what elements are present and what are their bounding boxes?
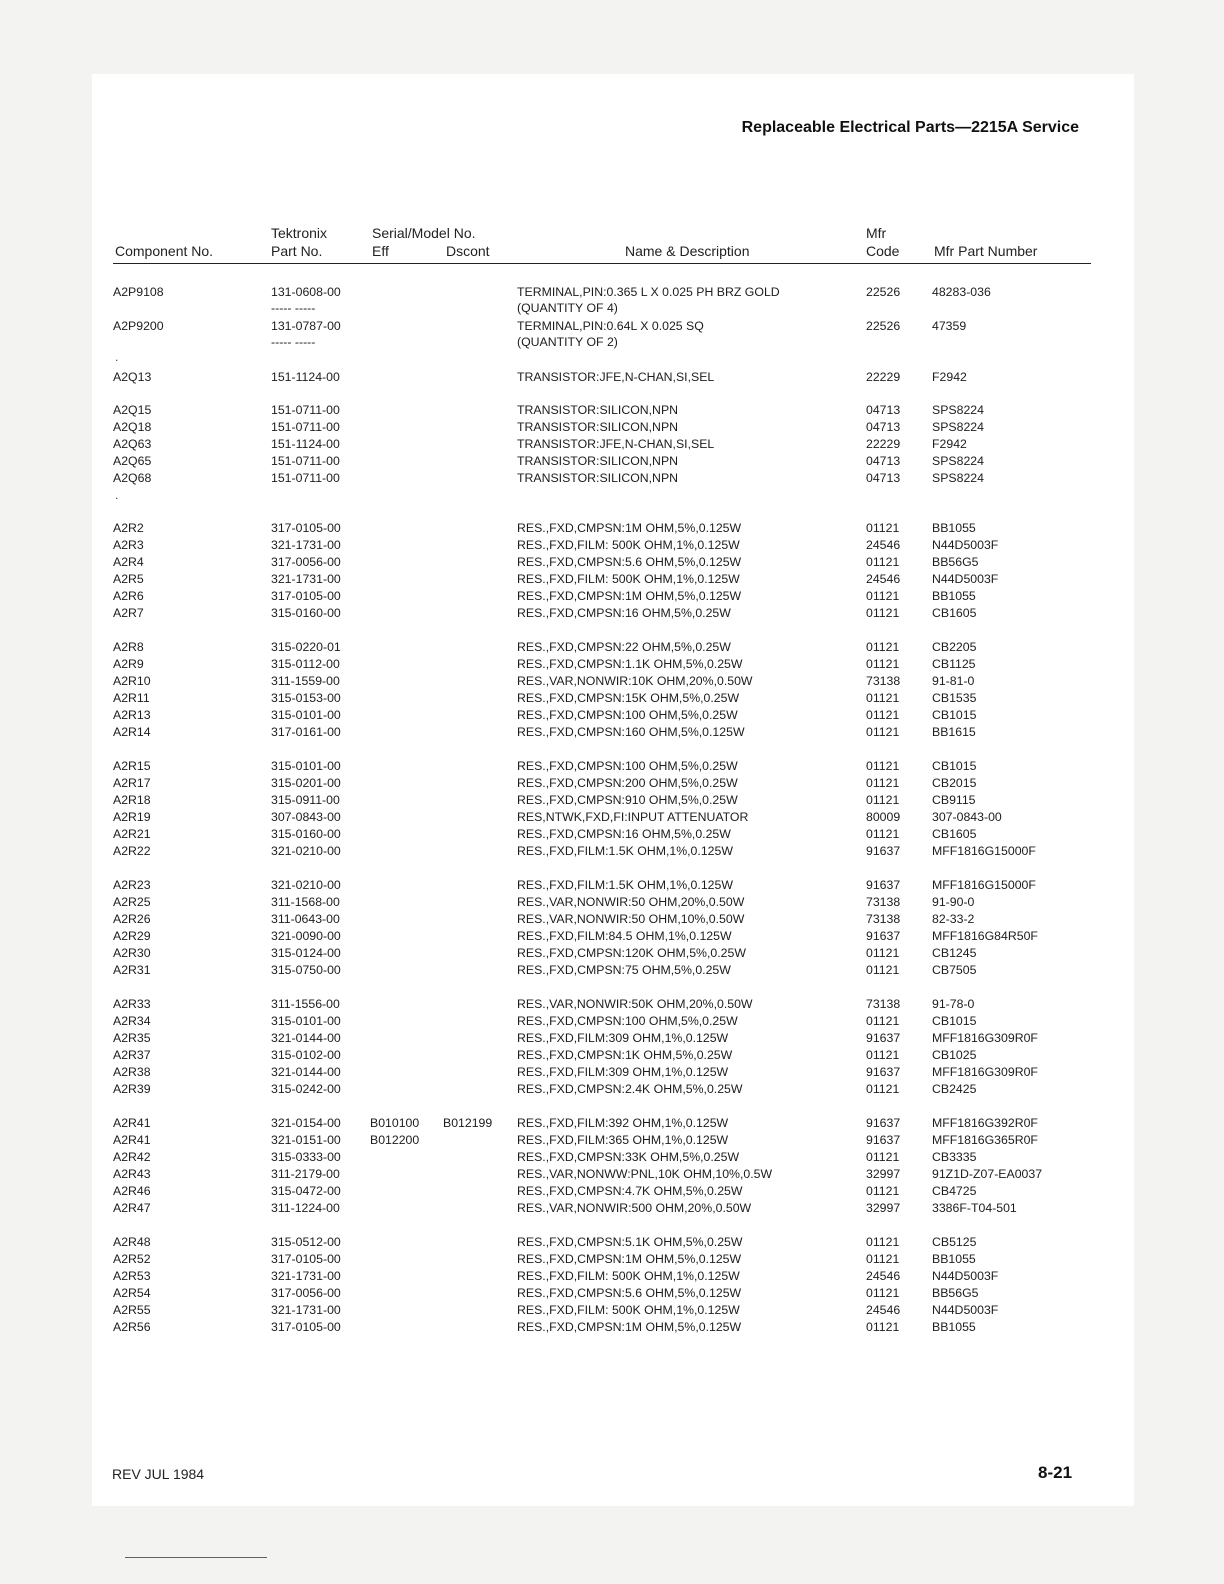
tektronix-part-no: 315-0153-00 [271,691,341,705]
stray-mark: . [115,488,119,502]
mfr-code: 24546 [866,1303,901,1317]
mfr-code: 01121 [866,793,900,807]
tektronix-part-no: 315-0333-00 [271,1150,341,1164]
component-no: A2R21 [113,827,151,841]
component-no: A2R10 [113,674,151,688]
tektronix-part-no: 321-0210-00 [271,844,341,858]
tektronix-part-no: 315-0201-00 [271,776,341,790]
tektronix-part-no: 321-1731-00 [271,1303,341,1317]
tektronix-part-no: 307-0843-00 [271,810,341,824]
component-no: A2R25 [113,895,151,909]
description: RES.,FXD,FILM:1.5K OHM,1%,0.125W [517,844,733,858]
mfr-part-number: 91-78-0 [932,997,975,1011]
mfr-code: 91637 [866,1065,901,1079]
component-no: A2R47 [113,1201,151,1215]
mfr-code: 24546 [866,1269,901,1283]
tektronix-part-no: 321-1731-00 [271,538,341,552]
description: RES.,FXD,CMPSN:5.1K OHM,5%,0.25W [517,1235,743,1249]
col-dscont-header: Dscont [446,243,490,259]
mfr-part-number: MFF1816G365R0F [932,1133,1038,1147]
component-no: A2R56 [113,1320,151,1334]
component-no: A2R55 [113,1303,151,1317]
tektronix-part-no: 315-0101-00 [271,708,341,722]
mfr-part-number: BB56G5 [932,1286,979,1300]
tektronix-part-no: 317-0161-00 [271,725,341,739]
description: RES.,FXD,CMPSN:16 OHM,5%,0.25W [517,827,731,841]
mfr-code: 01121 [866,963,900,977]
component-no: A2R3 [113,538,144,552]
bottom-underline [125,1557,267,1558]
mfr-code: 01121 [866,776,900,790]
mfr-part-number: SPS8224 [932,471,984,485]
mfr-part-number: N44D5003F [932,538,999,552]
header-rule [113,263,1091,264]
tektronix-part-no: 311-1568-00 [271,895,340,909]
tektronix-part-no: 315-0472-00 [271,1184,341,1198]
component-no: A2R37 [113,1048,151,1062]
description-continuation: (QUANTITY OF 2) [517,335,618,349]
tektronix-part-no: 321-0144-00 [271,1031,341,1045]
col-code-header: Code [866,243,900,259]
tektronix-part-no: 315-0220-01 [271,640,341,654]
mfr-code: 01121 [866,691,900,705]
mfr-part-number: BB1055 [932,589,976,603]
component-no: A2R31 [113,963,151,977]
description: RES.,FXD,CMPSN:200 OHM,5%,0.25W [517,776,738,790]
col-component-header: Component No. [115,243,214,259]
revision-date: REV JUL 1984 [112,1466,205,1482]
component-no: A2R41 [113,1133,151,1147]
mfr-code: 01121 [866,1320,900,1334]
description: RES.,FXD,CMPSN:120K OHM,5%,0.25W [517,946,746,960]
mfr-code: 01121 [866,1082,900,1096]
description: RES.,VAR,NONWIR:50 OHM,20%,0.50W [517,895,745,909]
mfr-code: 24546 [866,538,901,552]
stray-mark: . [115,350,119,364]
mfr-part-number: N44D5003F [932,1303,999,1317]
description: RES.,FXD,CMPSN:1M OHM,5%,0.125W [517,1320,742,1334]
description: RES.,VAR,NONWW:PNL,10K OHM,10%,0.5W [517,1167,773,1181]
description: TRANSISTOR:JFE,N-CHAN,SI,SEL [517,437,715,451]
mfr-part-number: CB4725 [932,1184,977,1198]
description: RES.,FXD,FILM: 500K OHM,1%,0.125W [517,1303,740,1317]
component-no: A2R8 [113,640,144,654]
tektronix-part-no: 151-0711-00 [271,454,340,468]
mfr-part-number: BB1055 [932,521,976,535]
description: RES.,FXD,CMPSN:33K OHM,5%,0.25W [517,1150,740,1164]
component-no: A2Q13 [113,370,152,384]
component-no: A2R46 [113,1184,151,1198]
tektronix-part-no: 151-0711-00 [271,420,340,434]
description: RES.,FXD,CMPSN:75 OHM,5%,0.25W [517,963,731,977]
component-no: A2R52 [113,1252,151,1266]
mfr-code: 22526 [866,319,901,333]
component-no: A2R7 [113,606,144,620]
mfr-code: 22526 [866,285,901,299]
component-no: A2R11 [113,691,150,705]
col-mfr-header: Mfr [866,225,887,241]
description: RES.,FXD,CMPSN:1M OHM,5%,0.125W [517,521,742,535]
description: RES.,FXD,FILM:1.5K OHM,1%,0.125W [517,878,733,892]
mfr-code: 01121 [866,1252,900,1266]
col-tektronix-header: Tektronix [271,225,328,241]
page-number: 8-21 [1038,1463,1073,1482]
description: RES.,VAR,NONWIR:10K OHM,20%,0.50W [517,674,753,688]
component-no: A2R17 [113,776,151,790]
tektronix-part-no: 315-0911-00 [271,793,340,807]
tektronix-part-no: 315-0242-00 [271,1082,341,1096]
mfr-part-number: F2942 [932,370,967,384]
serial-dscont: B012199 [443,1116,493,1130]
mfr-part-number: SPS8224 [932,454,984,468]
tektronix-part-no: 131-0608-00 [271,285,341,299]
tektronix-part-no: 317-0105-00 [271,1320,341,1334]
component-no: A2Q68 [113,471,152,485]
mfr-part-number: CB5125 [932,1235,977,1249]
mfr-part-number: CB1535 [932,691,977,705]
mfr-code: 22229 [866,370,901,384]
mfr-part-number: N44D5003F [932,1269,999,1283]
component-no: A2P9108 [113,285,164,299]
mfr-code: 01121 [866,657,900,671]
mfr-code: 01121 [866,521,900,535]
mfr-code: 01121 [866,606,900,620]
tektronix-part-no: 131-0787-00 [271,319,341,333]
mfr-part-number: MFF1816G392R0F [932,1116,1038,1130]
description: RES.,VAR,NONWIR:50 OHM,10%,0.50W [517,912,745,926]
component-no: A2R54 [113,1286,151,1300]
component-no: A2R38 [113,1065,151,1079]
tektronix-part-no: 315-0124-00 [271,946,341,960]
mfr-part-number: CB1025 [932,1048,977,1062]
mfr-part-number: CB9115 [932,793,976,807]
component-no: A2Q15 [113,403,152,417]
serial-eff: B012200 [370,1133,420,1147]
col-serial-header: Serial/Model No. [372,225,476,241]
mfr-code: 32997 [866,1201,901,1215]
col-eff-header: Eff [372,243,389,259]
tektronix-part-no: 321-0210-00 [271,878,341,892]
mfr-part-number: CB2425 [932,1082,977,1096]
mfr-code: 01121 [866,1184,900,1198]
tektronix-part-no: 315-0512-00 [271,1235,341,1249]
component-no: A2R26 [113,912,151,926]
description-continuation: (QUANTITY OF 4) [517,301,618,315]
mfr-code: 04713 [866,403,901,417]
component-no: A2R29 [113,929,151,943]
mfr-part-number: 91-90-0 [932,895,975,909]
mfr-part-number: N44D5003F [932,572,999,586]
mfr-part-number: MFF1816G309R0F [932,1065,1038,1079]
mfr-code: 91637 [866,1031,901,1045]
tektronix-part-no: 151-1124-00 [271,370,340,384]
mfr-code: 91637 [866,844,901,858]
mfr-part-number: BB1615 [932,725,976,739]
col-description-header: Name & Description [625,243,750,259]
mfr-part-number: BB1055 [932,1252,976,1266]
component-no: A2R43 [113,1167,151,1181]
tektronix-part-no: 315-0160-00 [271,827,341,841]
description: RES.,FXD,CMPSN:5.6 OHM,5%,0.125W [517,555,742,569]
mfr-code: 73138 [866,912,901,926]
mfr-code: 01121 [866,1014,900,1028]
mfr-part-number: MFF1816G15000F [932,878,1036,892]
tektronix-part-no: 317-0056-00 [271,555,341,569]
mfr-part-number: MFF1816G309R0F [932,1031,1038,1045]
description: TERMINAL,PIN:0.365 L X 0.025 PH BRZ GOLD [517,285,780,299]
component-no: A2R33 [113,997,151,1011]
description: RES.,FXD,CMPSN:16 OHM,5%,0.25W [517,606,731,620]
tektronix-part-no: 317-0105-00 [271,521,341,535]
mfr-part-number: CB1015 [932,708,977,722]
component-no: A2R6 [113,589,144,603]
tektronix-part-no: 315-0102-00 [271,1048,341,1062]
mfr-part-number: SPS8224 [932,403,984,417]
description: RES.,FXD,CMPSN:1K OHM,5%,0.25W [517,1048,733,1062]
mfr-part-number: 307-0843-00 [932,810,1002,824]
description: RES.,FXD,FILM:84.5 OHM,1%,0.125W [517,929,732,943]
component-no: A2P9200 [113,319,164,333]
tektronix-part-no: 151-0711-00 [271,403,340,417]
tektronix-part-no: 317-0105-00 [271,589,341,603]
component-no: A2R5 [113,572,144,586]
component-no: A2R23 [113,878,151,892]
mfr-code: 80009 [866,810,901,824]
part-no-continuation: ----- ----- [271,301,316,315]
description: RES.,FXD,CMPSN:100 OHM,5%,0.25W [517,708,738,722]
description: RES.,FXD,FILM: 500K OHM,1%,0.125W [517,538,740,552]
component-no: A2R9 [113,657,144,671]
mfr-code: 01121 [866,1286,900,1300]
mfr-code: 73138 [866,997,901,1011]
mfr-part-number: CB1605 [932,827,977,841]
col-mfr-part-header: Mfr Part Number [934,243,1038,259]
mfr-part-number: CB7505 [932,963,977,977]
component-no: A2Q18 [113,420,152,434]
mfr-part-number: SPS8224 [932,420,984,434]
mfr-part-number: CB1125 [932,657,976,671]
component-no: A2Q65 [113,454,152,468]
mfr-part-number: F2942 [932,437,967,451]
mfr-code: 04713 [866,471,901,485]
mfr-code: 01121 [866,708,900,722]
description: TRANSISTOR:SILICON,NPN [517,403,679,417]
component-no: A2R42 [113,1150,151,1164]
mfr-part-number: 48283-036 [932,285,991,299]
component-no: A2R22 [113,844,151,858]
mfr-code: 01121 [866,1048,900,1062]
tektronix-part-no: 315-0101-00 [271,759,341,773]
component-no: A2R18 [113,793,151,807]
page-header-title: Replaceable Electrical Parts—2215A Service [741,119,1079,136]
mfr-code: 01121 [866,1150,900,1164]
component-no: A2R41 [113,1116,151,1130]
tektronix-part-no: 315-0750-00 [271,963,341,977]
tektronix-part-no: 151-1124-00 [271,437,340,451]
mfr-part-number: MFF1816G15000F [932,844,1036,858]
col-partno-header: Part No. [271,243,323,259]
component-no: A2R2 [113,521,144,535]
mfr-part-number: CB1605 [932,606,977,620]
component-no: A2R48 [113,1235,151,1249]
tektronix-part-no: 315-0112-00 [271,657,340,671]
component-no: A2R53 [113,1269,151,1283]
description: RES.,FXD,CMPSN:1M OHM,5%,0.125W [517,1252,742,1266]
mfr-code: 01121 [866,725,900,739]
mfr-code: 73138 [866,674,901,688]
mfr-part-number: CB3335 [932,1150,977,1164]
description: RES.,FXD,CMPSN:2.4K OHM,5%,0.25W [517,1082,743,1096]
component-no: A2R19 [113,810,151,824]
tektronix-part-no: 311-0643-00 [271,912,340,926]
mfr-part-number: 91Z1D-Z07-EA0037 [932,1167,1043,1181]
component-no: A2R39 [113,1082,151,1096]
component-no: A2R34 [113,1014,151,1028]
mfr-code: 32997 [866,1167,901,1181]
component-no: A2R15 [113,759,151,773]
mfr-part-number: CB1245 [932,946,977,960]
mfr-part-number: MFF1816G84R50F [932,929,1038,943]
component-no: A2R13 [113,708,151,722]
tektronix-part-no: 315-0160-00 [271,606,341,620]
tektronix-part-no: 311-2179-00 [271,1167,340,1181]
description: RES.,VAR,NONWIR:50K OHM,20%,0.50W [517,997,753,1011]
mfr-part-number: CB2205 [932,640,977,654]
mfr-code: 01121 [866,589,900,603]
description: RES.,FXD,CMPSN:910 OHM,5%,0.25W [517,793,738,807]
description: RES.,FXD,FILM:365 OHM,1%,0.125W [517,1133,729,1147]
mfr-part-number: BB56G5 [932,555,979,569]
tektronix-part-no: 315-0101-00 [271,1014,341,1028]
description: TRANSISTOR:JFE,N-CHAN,SI,SEL [517,370,715,384]
mfr-code: 01121 [866,759,900,773]
mfr-code: 01121 [866,946,900,960]
mfr-code: 91637 [866,1116,901,1130]
mfr-code: 91637 [866,878,901,892]
mfr-code: 91637 [866,1133,901,1147]
tektronix-part-no: 321-0090-00 [271,929,341,943]
tektronix-part-no: 317-0105-00 [271,1252,341,1266]
description: RES.,FXD,CMPSN:1.1K OHM,5%,0.25W [517,657,743,671]
component-no: A2R14 [113,725,151,739]
mfr-code: 01121 [866,640,900,654]
mfr-code: 22229 [866,437,901,451]
tektronix-part-no: 311-1556-00 [271,997,340,1011]
component-no: A2Q63 [113,437,152,451]
mfr-part-number: 47359 [932,319,967,333]
description: RES.,FXD,CMPSN:22 OHM,5%,0.25W [517,640,731,654]
description: RES.,FXD,CMPSN:5.6 OHM,5%,0.125W [517,1286,742,1300]
tektronix-part-no: 321-0154-00 [271,1116,341,1130]
description: RES.,FXD,CMPSN:15K OHM,5%,0.25W [517,691,740,705]
description: RES.,FXD,FILM:309 OHM,1%,0.125W [517,1031,729,1045]
mfr-part-number: CB1015 [932,1014,977,1028]
tektronix-part-no: 321-1731-00 [271,1269,341,1283]
description: TRANSISTOR:SILICON,NPN [517,420,679,434]
description: RES.,FXD,FILM:392 OHM,1%,0.125W [517,1116,729,1130]
description: RES.,FXD,CMPSN:100 OHM,5%,0.25W [517,759,738,773]
description: RES,NTWK,FXD,FI:INPUT ATTENUATOR [517,810,749,824]
component-no: A2R35 [113,1031,151,1045]
mfr-part-number: CB2015 [932,776,977,790]
mfr-part-number: 3386F-T04-501 [932,1201,1017,1215]
description: RES.,FXD,CMPSN:4.7K OHM,5%,0.25W [517,1184,743,1198]
description: RES.,FXD,FILM:309 OHM,1%,0.125W [517,1065,729,1079]
mfr-part-number: CB1015 [932,759,977,773]
mfr-code: 01121 [866,555,900,569]
description: RES.,FXD,CMPSN:1M OHM,5%,0.125W [517,589,742,603]
description: RES.,FXD,FILM: 500K OHM,1%,0.125W [517,1269,740,1283]
description: RES.,FXD,CMPSN:160 OHM,5%,0.125W [517,725,745,739]
tektronix-part-no: 151-0711-00 [271,471,340,485]
mfr-part-number: BB1055 [932,1320,976,1334]
description: RES.,FXD,FILM: 500K OHM,1%,0.125W [517,572,740,586]
component-no: A2R4 [113,555,144,569]
tektronix-part-no: 311-1224-00 [271,1201,340,1215]
tektronix-part-no: 311-1559-00 [271,674,340,688]
mfr-part-number: 91-81-0 [932,674,975,688]
description: RES.,FXD,CMPSN:100 OHM,5%,0.25W [517,1014,738,1028]
tektronix-part-no: 317-0056-00 [271,1286,341,1300]
mfr-code: 01121 [866,827,900,841]
mfr-code: 01121 [866,1235,900,1249]
description: RES.,VAR,NONWIR:500 OHM,20%,0.50W [517,1201,752,1215]
part-no-continuation: ----- ----- [271,335,316,349]
tektronix-part-no: 321-0151-00 [271,1133,341,1147]
tektronix-part-no: 321-1731-00 [271,572,341,586]
mfr-code: 91637 [866,929,901,943]
serial-eff: B010100 [370,1116,420,1130]
mfr-code: 04713 [866,454,901,468]
description: TRANSISTOR:SILICON,NPN [517,471,679,485]
mfr-code: 24546 [866,572,901,586]
description: TRANSISTOR:SILICON,NPN [517,454,679,468]
component-no: A2R30 [113,946,151,960]
tektronix-part-no: 321-0144-00 [271,1065,341,1079]
description: TERMINAL,PIN:0.64L X 0.025 SQ [517,319,704,333]
mfr-code: 73138 [866,895,901,909]
mfr-code: 04713 [866,420,901,434]
mfr-part-number: 82-33-2 [932,912,975,926]
